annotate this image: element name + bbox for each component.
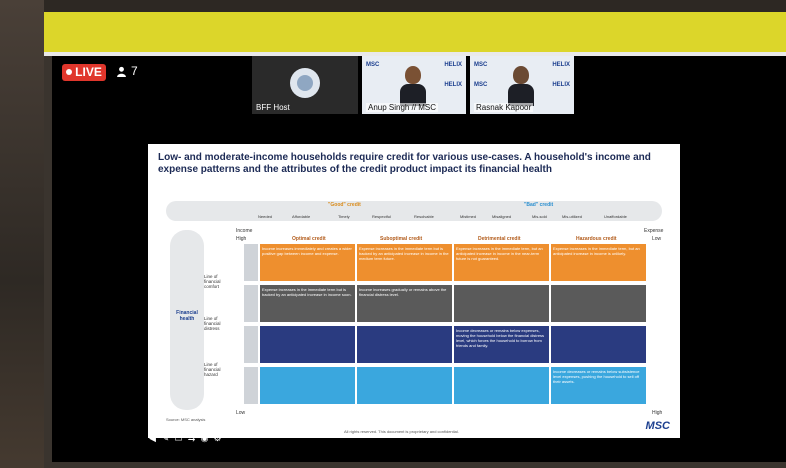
row-stress-zone <box>244 326 650 363</box>
column-header: Optimal credit <box>292 236 326 242</box>
cell <box>454 285 549 322</box>
row-label <box>244 285 258 322</box>
scale-label: Needed <box>258 214 273 219</box>
expense-low-label: Low <box>652 236 662 242</box>
cell <box>551 285 646 322</box>
cell: Expense increases in the immediate term, but an anticipated increase in income is unlikely. <box>551 244 646 281</box>
annotation-toolbar <box>148 434 222 443</box>
background-left <box>0 0 44 468</box>
msc-logo: MSC <box>645 420 670 432</box>
cell <box>260 326 355 363</box>
live-badge <box>62 64 106 81</box>
record-icon[interactable]: ◉ <box>200 433 209 443</box>
scale-label: Affordable <box>292 214 311 219</box>
slide-footer: All rights reserved. This document is proprietary and confidential. <box>344 429 459 434</box>
cell <box>357 367 452 404</box>
participant-video <box>400 66 426 106</box>
cell <box>454 367 549 404</box>
row-label <box>244 367 258 404</box>
income-low-label: Low <box>236 410 246 416</box>
participant-tile-rasnak[interactable] <box>470 56 574 114</box>
column-header: Detrimental credit <box>478 236 521 242</box>
scale-label: Resolvable <box>414 214 434 219</box>
cell: Income increases immediately and creates a wider positive gap between income and expense. <box>260 244 355 281</box>
scale-label: Misaligned <box>492 214 512 219</box>
person-icon <box>116 66 127 77</box>
scale-label: Mis-sold <box>532 214 547 219</box>
background-top <box>0 0 786 12</box>
participant-video <box>508 66 534 106</box>
income-axis-label: Income <box>236 228 253 234</box>
viewer-count <box>116 64 138 78</box>
line-comfort-label: Line of financial comfort <box>204 274 221 289</box>
host-avatar <box>290 68 320 98</box>
line-distress-label: Line of financial distress <box>204 316 221 331</box>
cell: Expense increases in the immediate term but is backed by an anticipated increase in income soon. <box>260 285 355 322</box>
cell: Expense increases in the immediate term, but an anticipated increase in income in the near-term future is not guaranteed. <box>454 244 549 281</box>
participant-name: BFF Host <box>256 103 290 112</box>
good-credit-label: "Good" credit <box>328 202 361 208</box>
msc-logo-text: MSC <box>474 82 488 88</box>
msc-logo-text: MSC <box>366 62 380 68</box>
settings-icon[interactable]: ⚙ <box>213 433 222 443</box>
cell: Income decreases or remains below expenses, moving the household below the financial distress level, which forces the household to borrow from friends and family. <box>454 326 549 363</box>
helix-logo-text: HELIX <box>444 82 462 88</box>
pen-icon[interactable]: ✎ <box>161 433 170 443</box>
shared-slide <box>148 144 680 438</box>
participant-tile-anup[interactable] <box>362 56 466 114</box>
column-header: Suboptimal credit <box>380 236 423 242</box>
column-header: Hazardous credit <box>576 236 617 242</box>
expense-high-label: High <box>652 410 663 416</box>
participant-tile-host[interactable] <box>252 56 358 114</box>
row-label <box>244 244 258 281</box>
cell: Expense increases in the immediate term but is backed by an anticipated increase in income in the medium term future. <box>357 244 452 281</box>
slide-source: Source: MSC analysis <box>166 417 206 422</box>
bad-credit-label: "Bad" credit <box>524 202 554 208</box>
yellow-header-bar <box>44 12 786 52</box>
msc-logo-text: MSC <box>474 62 488 68</box>
cell <box>357 326 452 363</box>
screen-icon[interactable]: ▭ <box>174 433 183 443</box>
live-dot-icon <box>66 69 72 75</box>
income-high-label: High <box>236 236 247 242</box>
scale-label: Mistimed <box>460 214 477 219</box>
scale-label: Mis-utilized <box>562 214 583 219</box>
financial-health-label: Financial health <box>176 310 198 322</box>
cell <box>260 367 355 404</box>
line-hazard-label: Line of financial hazard <box>204 362 221 377</box>
row-comfort-zone <box>244 244 650 281</box>
share-icon[interactable]: ⇆ <box>187 433 196 443</box>
row-bust-zone <box>244 367 650 404</box>
scale-label: Timely <box>338 214 350 219</box>
live-label: LIVE <box>75 65 102 79</box>
slide-title: Low- and moderate-income households require credit for various use-cases. A household's income and expense patterns and the attributes of the credit product impact its financial health <box>158 152 651 175</box>
participant-name: Rasnak Kapoor <box>476 103 532 112</box>
helix-logo-text: HELIX <box>552 62 570 68</box>
row-fluid-zone <box>244 285 650 322</box>
credit-matrix <box>244 244 650 408</box>
row-label <box>244 326 258 363</box>
helix-logo-text: HELIX <box>444 62 462 68</box>
helix-logo-text: HELIX <box>552 82 570 88</box>
viewer-count-value: 7 <box>131 64 138 78</box>
pointer-icon[interactable]: ◀ <box>149 433 156 443</box>
cell: Income increases gradually or remains above the financial distress level. <box>357 285 452 322</box>
scale-label: Unaffordable <box>604 214 627 219</box>
expense-axis-label: Expense <box>644 228 664 234</box>
participant-name: Anup Singh // MSC <box>368 103 437 112</box>
scale-label: Respectful <box>372 214 391 219</box>
cell <box>551 326 646 363</box>
cell: Income decreases or remains below subsistence level expenses, pushing the household to sell off their assets. <box>551 367 646 404</box>
